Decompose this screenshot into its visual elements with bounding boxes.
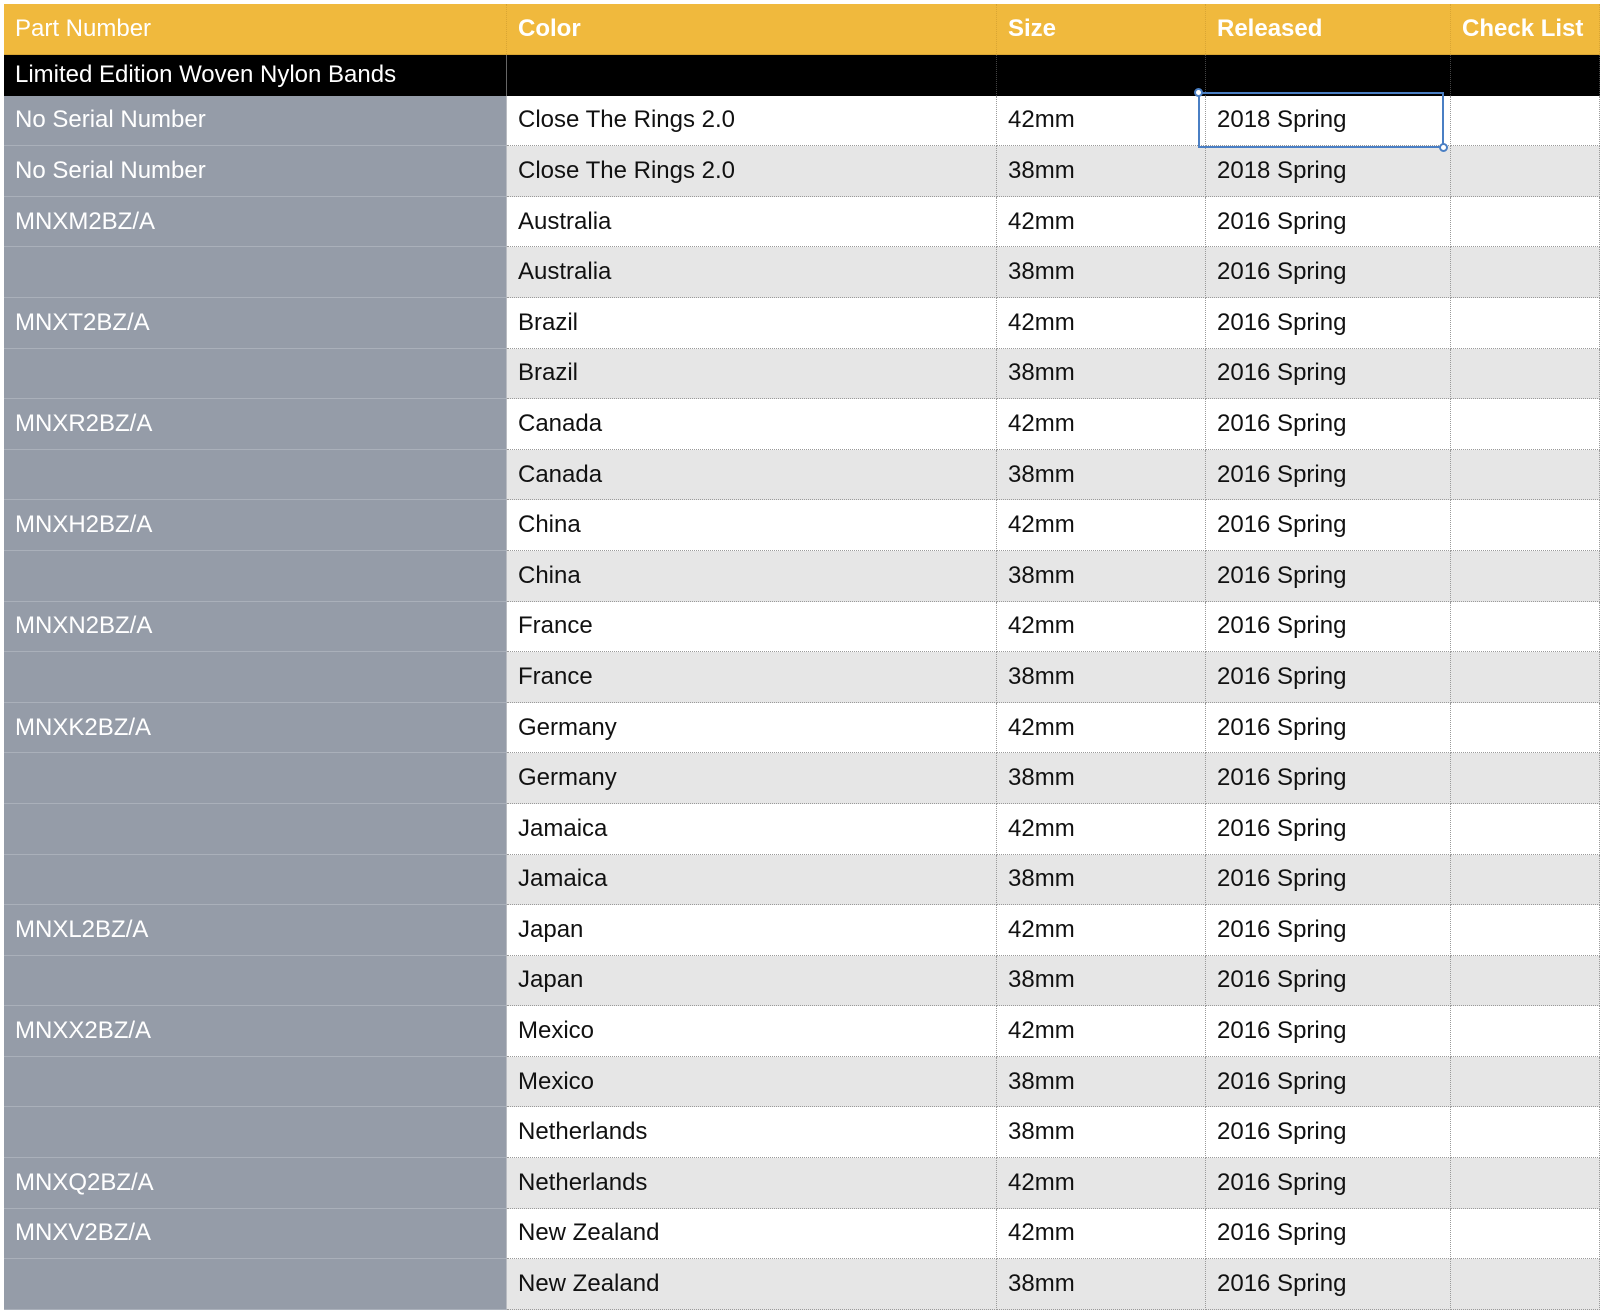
- size-cell[interactable]: 38mm: [997, 652, 1206, 703]
- released-cell[interactable]: 2016 Spring: [1206, 1209, 1451, 1260]
- table-row: [4, 1006, 1600, 1057]
- size-cell[interactable]: 38mm: [997, 1259, 1206, 1310]
- released-cell[interactable]: 2016 Spring: [1206, 197, 1451, 248]
- color-cell[interactable]: Brazil: [507, 349, 997, 400]
- table-row: [4, 96, 1600, 147]
- check-list-cell[interactable]: [1451, 956, 1600, 1007]
- check-list-cell[interactable]: [1451, 855, 1600, 906]
- size-cell[interactable]: 42mm: [997, 197, 1206, 248]
- check-list-cell[interactable]: [1451, 96, 1600, 147]
- part-number-cell[interactable]: MNXL2BZ/A: [4, 905, 507, 956]
- color-cell[interactable]: Germany: [507, 753, 997, 804]
- table-row: [4, 399, 1600, 450]
- size-cell[interactable]: 38mm: [997, 349, 1206, 400]
- part-number-cell[interactable]: MNXQ2BZ/A: [4, 1158, 507, 1209]
- section-cell[interactable]: [1451, 55, 1600, 96]
- table-row: [4, 298, 1600, 349]
- released-cell[interactable]: 2016 Spring: [1206, 1057, 1451, 1108]
- color-cell[interactable]: Germany: [507, 703, 997, 754]
- column-header-released[interactable]: Released: [1206, 4, 1451, 54]
- part-number-cell[interactable]: MNXN2BZ/A: [4, 602, 507, 653]
- table-row: [4, 1209, 1600, 1260]
- part-number-cell[interactable]: MNXH2BZ/A: [4, 500, 507, 551]
- released-cell[interactable]: 2016 Spring: [1206, 703, 1451, 754]
- check-list-cell[interactable]: [1451, 197, 1600, 248]
- spreadsheet-table: [4, 4, 1600, 1310]
- table-row: [4, 146, 1600, 197]
- released-cell[interactable]: 2018 Spring: [1206, 96, 1451, 147]
- check-list-cell[interactable]: [1451, 652, 1600, 703]
- table-row: [4, 1057, 1600, 1108]
- section-cell[interactable]: [507, 55, 997, 96]
- check-list-cell[interactable]: [1451, 450, 1600, 501]
- size-cell[interactable]: 38mm: [997, 753, 1206, 804]
- color-cell[interactable]: Canada: [507, 450, 997, 501]
- released-cell[interactable]: 2016 Spring: [1206, 855, 1451, 906]
- color-cell[interactable]: France: [507, 602, 997, 653]
- size-cell[interactable]: 38mm: [997, 551, 1206, 602]
- color-cell[interactable]: China: [507, 500, 997, 551]
- color-cell[interactable]: Mexico: [507, 1006, 997, 1057]
- check-list-cell[interactable]: [1451, 399, 1600, 450]
- part-number-cell[interactable]: [4, 804, 507, 855]
- color-cell[interactable]: Australia: [507, 247, 997, 298]
- check-list-cell[interactable]: [1451, 551, 1600, 602]
- table-row: [4, 1259, 1600, 1310]
- released-cell[interactable]: 2016 Spring: [1206, 298, 1451, 349]
- color-cell[interactable]: Netherlands: [507, 1107, 997, 1158]
- released-cell[interactable]: 2016 Spring: [1206, 652, 1451, 703]
- check-list-cell[interactable]: [1451, 905, 1600, 956]
- column-header-check-list[interactable]: Check List: [1451, 4, 1600, 54]
- color-cell[interactable]: Japan: [507, 905, 997, 956]
- color-cell[interactable]: New Zealand: [507, 1209, 997, 1260]
- released-cell[interactable]: 2016 Spring: [1206, 450, 1451, 501]
- table-row: [4, 349, 1600, 400]
- table-row: [4, 652, 1600, 703]
- color-cell[interactable]: Canada: [507, 399, 997, 450]
- check-list-cell[interactable]: [1451, 804, 1600, 855]
- size-cell[interactable]: 38mm: [997, 146, 1206, 197]
- section-title[interactable]: Limited Edition Woven Nylon Bands: [4, 55, 507, 96]
- color-cell[interactable]: Japan: [507, 956, 997, 1007]
- released-cell[interactable]: 2016 Spring: [1206, 956, 1451, 1007]
- part-number-cell[interactable]: No Serial Number: [4, 146, 507, 197]
- part-number-cell[interactable]: MNXM2BZ/A: [4, 197, 507, 248]
- column-header-size[interactable]: Size: [997, 4, 1206, 54]
- color-cell[interactable]: Close The Rings 2.0: [507, 96, 997, 147]
- check-list-cell[interactable]: [1451, 1158, 1600, 1209]
- part-number-cell[interactable]: [4, 349, 507, 400]
- check-list-cell[interactable]: [1451, 1107, 1600, 1158]
- part-number-cell[interactable]: No Serial Number: [4, 96, 507, 147]
- part-number-cell[interactable]: [4, 1107, 507, 1158]
- table-row: [4, 500, 1600, 551]
- table-row: [4, 450, 1600, 501]
- size-cell[interactable]: 38mm: [997, 1107, 1206, 1158]
- table-row: [4, 602, 1600, 653]
- size-cell[interactable]: 42mm: [997, 1209, 1206, 1260]
- size-cell[interactable]: 42mm: [997, 1006, 1206, 1057]
- part-number-cell[interactable]: [4, 551, 507, 602]
- part-number-cell[interactable]: [4, 855, 507, 906]
- color-cell[interactable]: Jamaica: [507, 855, 997, 906]
- table-row: [4, 1107, 1600, 1158]
- released-cell[interactable]: 2016 Spring: [1206, 602, 1451, 653]
- released-cell[interactable]: 2016 Spring: [1206, 1158, 1451, 1209]
- released-cell[interactable]: 2016 Spring: [1206, 551, 1451, 602]
- color-cell[interactable]: Brazil: [507, 298, 997, 349]
- size-cell[interactable]: 42mm: [997, 96, 1206, 147]
- color-cell[interactable]: China: [507, 551, 997, 602]
- size-cell[interactable]: 42mm: [997, 298, 1206, 349]
- part-number-cell[interactable]: MNXT2BZ/A: [4, 298, 507, 349]
- size-cell[interactable]: 42mm: [997, 500, 1206, 551]
- color-cell[interactable]: France: [507, 652, 997, 703]
- part-number-cell[interactable]: [4, 247, 507, 298]
- table-row: [4, 905, 1600, 956]
- table-row: [4, 703, 1600, 754]
- table-row: [4, 753, 1600, 804]
- released-cell[interactable]: 2016 Spring: [1206, 399, 1451, 450]
- check-list-cell[interactable]: [1451, 1006, 1600, 1057]
- check-list-cell[interactable]: [1451, 703, 1600, 754]
- color-cell[interactable]: Jamaica: [507, 804, 997, 855]
- header-row: [4, 4, 1600, 55]
- size-cell[interactable]: 42mm: [997, 399, 1206, 450]
- part-number-cell[interactable]: MNXX2BZ/A: [4, 1006, 507, 1057]
- color-cell[interactable]: Australia: [507, 197, 997, 248]
- size-cell[interactable]: 38mm: [997, 247, 1206, 298]
- released-cell[interactable]: 2016 Spring: [1206, 1259, 1451, 1310]
- part-number-cell[interactable]: MNXR2BZ/A: [4, 399, 507, 450]
- released-cell[interactable]: 2016 Spring: [1206, 1107, 1451, 1158]
- section-cell[interactable]: [1206, 55, 1451, 96]
- check-list-cell[interactable]: [1451, 753, 1600, 804]
- size-cell[interactable]: 42mm: [997, 1158, 1206, 1209]
- table-body: [4, 96, 1600, 1310]
- check-list-cell[interactable]: [1451, 1057, 1600, 1108]
- part-number-cell[interactable]: [4, 1259, 507, 1310]
- released-cell[interactable]: 2018 Spring: [1206, 146, 1451, 197]
- section-cell[interactable]: [997, 55, 1206, 96]
- part-number-cell[interactable]: [4, 753, 507, 804]
- size-cell[interactable]: 42mm: [997, 804, 1206, 855]
- size-cell[interactable]: 42mm: [997, 703, 1206, 754]
- check-list-cell[interactable]: [1451, 602, 1600, 653]
- size-cell[interactable]: 38mm: [997, 956, 1206, 1007]
- part-number-cell[interactable]: [4, 652, 507, 703]
- size-cell[interactable]: 42mm: [997, 602, 1206, 653]
- released-cell[interactable]: 2016 Spring: [1206, 349, 1451, 400]
- table-row: [4, 1158, 1600, 1209]
- column-header-color[interactable]: Color: [507, 4, 997, 54]
- color-cell[interactable]: New Zealand: [507, 1259, 997, 1310]
- released-cell[interactable]: 2016 Spring: [1206, 1006, 1451, 1057]
- released-cell[interactable]: 2016 Spring: [1206, 905, 1451, 956]
- color-cell[interactable]: Mexico: [507, 1057, 997, 1108]
- check-list-cell[interactable]: [1451, 298, 1600, 349]
- table-row: [4, 804, 1600, 855]
- color-cell[interactable]: Netherlands: [507, 1158, 997, 1209]
- released-cell[interactable]: 2016 Spring: [1206, 500, 1451, 551]
- released-cell[interactable]: 2016 Spring: [1206, 247, 1451, 298]
- check-list-cell[interactable]: [1451, 1259, 1600, 1310]
- table-row: [4, 197, 1600, 248]
- check-list-cell[interactable]: [1451, 247, 1600, 298]
- check-list-cell[interactable]: [1451, 500, 1600, 551]
- released-cell[interactable]: 2016 Spring: [1206, 753, 1451, 804]
- table-row: [4, 855, 1600, 906]
- check-list-cell[interactable]: [1451, 1209, 1600, 1260]
- part-number-cell[interactable]: MNXK2BZ/A: [4, 703, 507, 754]
- size-cell[interactable]: 38mm: [997, 450, 1206, 501]
- section-row: [4, 55, 1600, 96]
- part-number-cell[interactable]: [4, 956, 507, 1007]
- check-list-cell[interactable]: [1451, 349, 1600, 400]
- part-number-cell[interactable]: MNXV2BZ/A: [4, 1209, 507, 1260]
- size-cell[interactable]: 38mm: [997, 1057, 1206, 1108]
- table-row: [4, 956, 1600, 1007]
- size-cell[interactable]: 42mm: [997, 905, 1206, 956]
- column-header-part-number[interactable]: Part Number: [4, 4, 507, 54]
- check-list-cell[interactable]: [1451, 146, 1600, 197]
- part-number-cell[interactable]: [4, 450, 507, 501]
- table-row: [4, 551, 1600, 602]
- color-cell[interactable]: Close The Rings 2.0: [507, 146, 997, 197]
- released-cell[interactable]: 2016 Spring: [1206, 804, 1451, 855]
- part-number-cell[interactable]: [4, 1057, 507, 1108]
- size-cell[interactable]: 38mm: [997, 855, 1206, 906]
- table-row: [4, 247, 1600, 298]
